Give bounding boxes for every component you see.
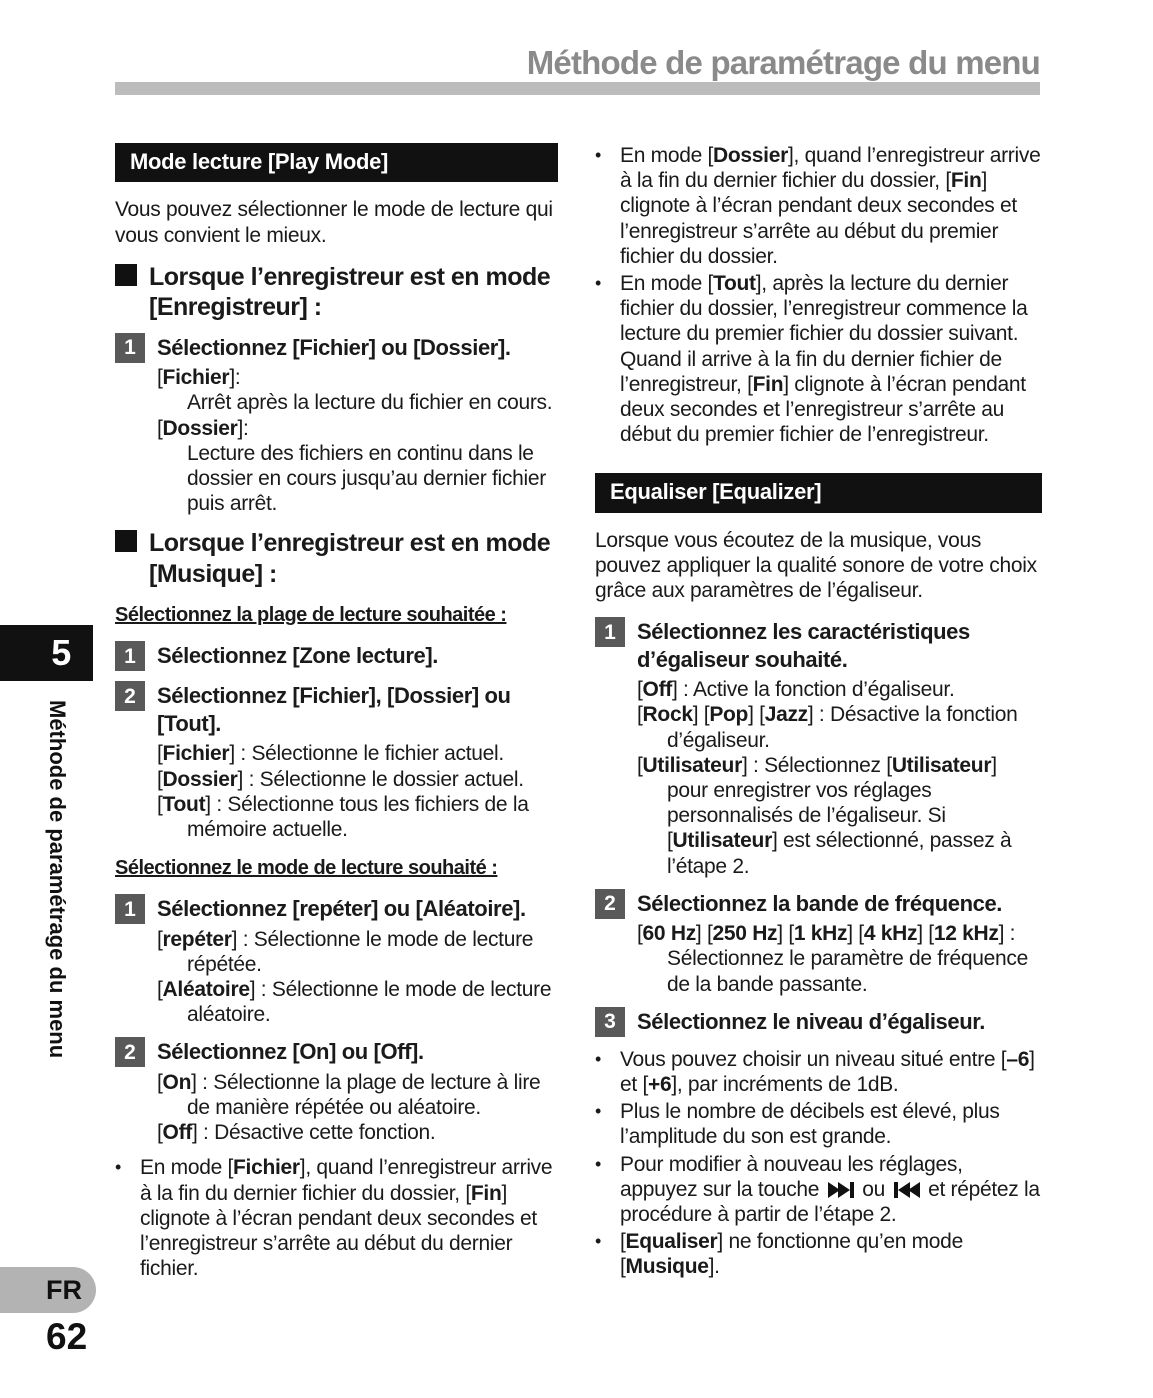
left-column [115,143,558,1283]
step-number-badge: 3 [595,1007,625,1037]
note-bullet [595,143,1042,269]
equalizer-intro: Lorsque vous écoutez de la musique, vous pouvez appliquer la qualité sonore de votre choix grâce aux paramètres de l’égaliseur. [595,528,1037,603]
language-badge [0,1267,96,1313]
note-text: En mode [Tout], après la lecture du dernier fichier du dossier, l’enregistreur commence la lecture du premier fichier du dossier suivant. Quand il arrive à la fin du dernier fichier de l’enregistreur, [Fin] clignote à l’écran pendant deux secondes et l’enregistreur s’arrête au début du premier fichier de l’enregistreur. [620,271,1028,447]
step-mode-1 [115,894,558,1027]
bullet-dot: • [595,1101,602,1122]
section-header-play-mode: Mode lecture [Play Mode] [115,143,558,182]
underlined-heading-mode: Sélectionnez le mode de lecture souhaité : [115,857,498,880]
bullet-dot: • [595,145,602,165]
subsection-heading-text: Lorsque l’enregistreur est en mode [Enregistreur] : [149,262,551,322]
definition-line: [60 Hz] [250 Hz] [1 kHz] [4 kHz] [12 kHz] : Sélectionnez le paramètre de fréquence de la bande passante. [637,922,1029,996]
note-bullet [595,1099,1042,1149]
definition-line: Lecture des fichiers en continu dans le dossier en cours jusqu’au dernier fichier puis arrêt. [187,441,546,516]
chapter-tab [0,625,93,681]
step-number-badge: 1 [595,617,625,647]
bullet-dot: • [595,1048,602,1069]
step-title: Sélectionnez [On] ou [Off]. [157,1039,424,1065]
definition-line: [Fichier] : Sélectionne le fichier actuel. [157,742,504,766]
step-mode-2 [115,1037,558,1145]
step-title: Sélectionnez [Zone lecture]. [157,643,438,669]
right-column [595,143,1042,1281]
title-rule [115,82,1040,95]
note-bullet [595,271,1042,447]
play-mode-intro: Vous pouvez sélectionner le mode de lecture qui vous convient le mieux. [115,198,553,247]
definition-line: [Off] : Désactive cette fonction. [157,1121,436,1145]
definition-line: [Dossier]: [157,416,249,440]
chapter-vertical-title: Méthode de paramétrage du menu [45,700,70,1059]
step-number-badge: 2 [595,889,625,919]
step-number-badge: 1 [115,333,145,363]
step-range-2 [115,681,558,842]
bullet-dot: • [115,1157,122,1178]
bullet-dot: • [595,1153,602,1174]
step-range-1 [115,641,558,671]
skip-back-icon [894,1182,920,1198]
page-title: Méthode de paramétrage du menu [526,44,1040,81]
note-text: En mode [Fichier], quand l’enregistreur arrive à la fin du dernier fichier du dossier, [Fin] clignote à l’écran pendant deux secondes et l’enregistreur s’arrête au début du dernier fichier. [140,1156,553,1281]
note-text: Plus le nombre de décibels est élevé, plus l’amplitude du son est grande. [620,1100,1000,1149]
step-title: Sélectionnez le niveau d’égaliseur. [637,1008,985,1034]
step-title: Sélectionnez les caractéristiques d’égaliseur souhaité. [637,619,970,672]
bullet-dot: • [595,272,602,293]
language-badge-label: FR [46,1274,82,1305]
definition-line: [repéter] : Sélectionne le mode de lecture répétée. [157,927,534,976]
subsection-heading-text: Lorsque l’enregistreur est en mode [Musique] : [149,529,551,588]
note-text: Pour modifier à nouveau les réglages, appuyez sur la touche ou et répétez la procédure à partir de l’étape 2. [620,1152,1040,1226]
step-number-badge: 1 [115,641,145,671]
definition-line: [Fichier]: [157,366,241,390]
definition-line: [Dossier] : Sélectionne le dossier actuel. [157,767,524,791]
section-square-icon [115,264,137,286]
step-number-badge: 2 [115,681,145,711]
note-text: [Equaliser] ne fonctionne qu’en mode [Musique]. [620,1230,963,1279]
step-title: Sélectionnez [Fichier] ou [Dossier]. [157,334,511,360]
definition-line: [Tout] : Sélectionne tous les fichiers de la mémoire actuelle. [157,792,529,841]
definition-line: [On] : Sélectionne la plage de lecture à lire de manière répétée ou aléatoire. [157,1070,541,1120]
step-recorder-1 [115,333,558,517]
skip-forward-icon [828,1182,854,1198]
step-eq-3 [595,1007,1042,1037]
step-title: Sélectionnez [repéter] ou [Aléatoire]. [157,896,526,922]
note-bullet [115,1155,558,1281]
definition-line: [Aléatoire] : Sélectionne le mode de lecture aléatoire. [157,978,552,1027]
section-header-equalizer: Equaliser [Equalizer] [595,473,1042,512]
note-text: Vous pouvez choisir un niveau situé entre [–6] et [+6], par incréments de 1dB. [620,1047,1035,1096]
note-bullet [595,1047,1042,1097]
note-text: En mode [Dossier], quand l’enregistreur arrive à la fin du dernier fichier du dossier, [Fin] clignote à l’écran pendant deux secondes et l’enregistreur s’arrête au début du premier fichier du dossier. [620,144,1041,268]
step-eq-2 [595,889,1042,997]
definition-line: Arrêt après la lecture du fichier en cours. [187,391,553,415]
section-square-icon [115,530,137,552]
underlined-heading-range: Sélectionnez la plage de lecture souhaitée : [115,604,507,627]
definition-line: [Utilisateur] : Sélectionnez [Utilisateur] pour enregistrer vos réglages personnalisés de l’égaliseur. Si [Utilisateur] est sélectionné, passez à l’étape 2. [637,753,1012,878]
definition-line: [Off] : Active la fonction d’égaliseur. [637,678,955,702]
subsection-heading-music [115,528,558,589]
step-number-badge: 1 [115,894,145,924]
step-number-badge: 2 [115,1037,145,1067]
bullet-dot: • [595,1231,602,1252]
step-title: Sélectionnez la bande de fréquence. [637,890,1002,916]
note-bullet [595,1152,1042,1228]
step-eq-1 [595,617,1042,879]
step-title: Sélectionnez [Fichier], [Dossier] ou [Tout]. [157,683,511,736]
definition-line: [Rock] [Pop] [Jazz] : Désactive la fonction d’égaliseur. [637,703,1018,752]
note-bullet [595,1229,1042,1279]
page-number: 62 [46,1316,88,1357]
subsection-heading-recorder [115,262,558,323]
chapter-number: 5 [51,632,71,673]
